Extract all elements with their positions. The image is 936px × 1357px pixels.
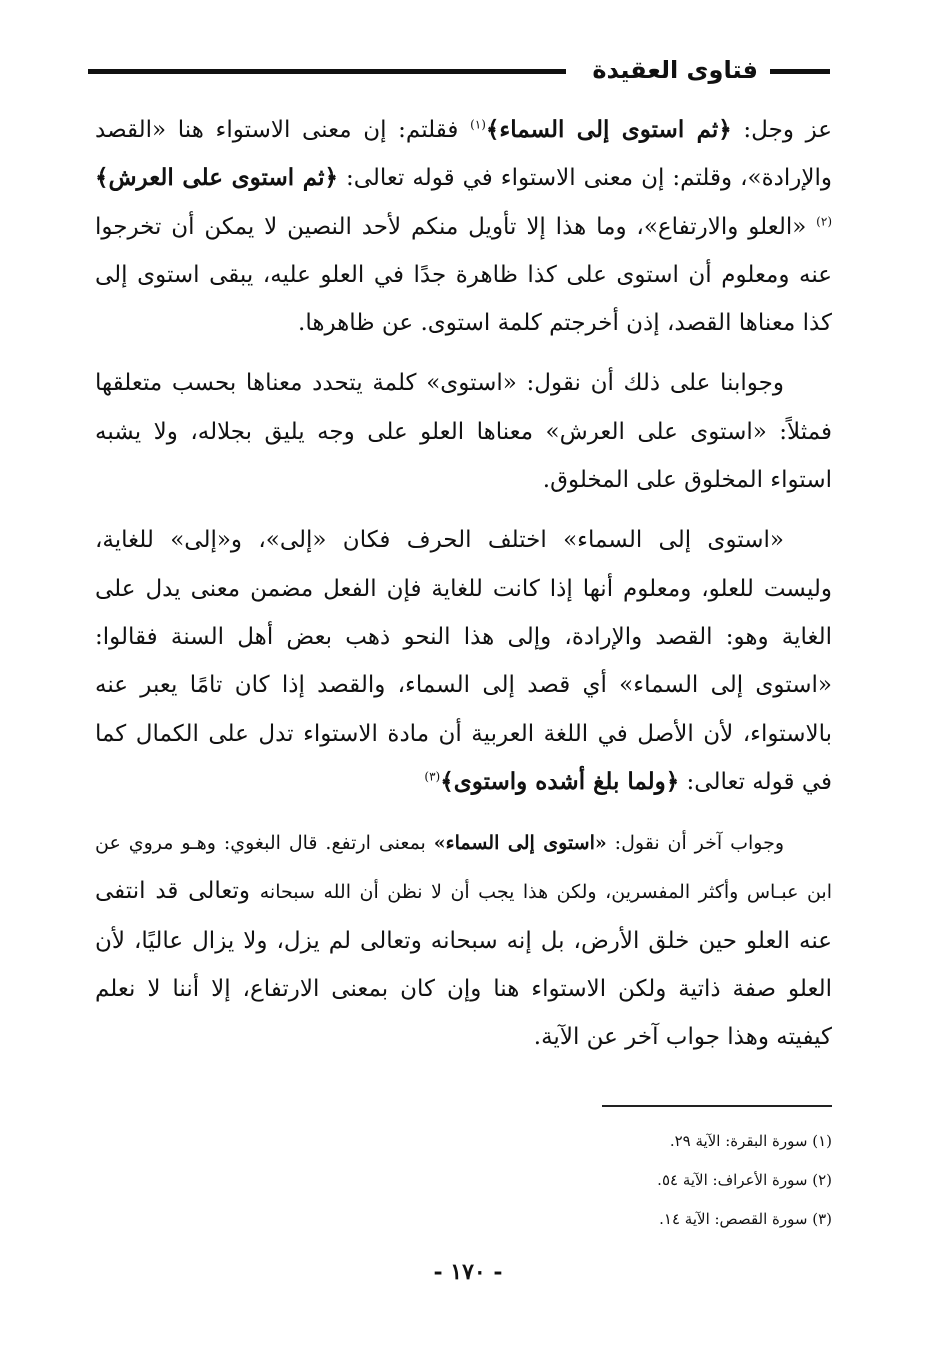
running-header bbox=[88, 52, 830, 88]
footnote-ref-3: (٣) bbox=[424, 769, 441, 784]
header-title: فتاوى العقيدة bbox=[592, 56, 758, 84]
paragraph-1 bbox=[95, 106, 832, 347]
paragraph-3 bbox=[95, 516, 832, 806]
footnote-ref-2: (٢) bbox=[816, 213, 832, 228]
quran-verse-2: ﴿ثم استوى على العرش﴾ bbox=[95, 164, 338, 192]
footnote-3: (٣) سورة القصص: الآية ١٤. bbox=[659, 1210, 832, 1228]
quoted-phrase: «استوى إلى السماء» bbox=[433, 832, 607, 855]
quran-verse-3: ﴿ولما بلغ أشده واستوى﴾ bbox=[440, 767, 680, 795]
header-rule-short bbox=[770, 69, 830, 74]
quran-verse-1: ﴿ثم استوى إلى السماء﴾ bbox=[485, 116, 732, 143]
paragraph-4-text-b: بمعنى ارتفع. قال البغوي: وهـو مروي عن ابن عبـاس وأكثر المفسرين، ولكن هذا يجب أن لا نظن أن الله سبحانه bbox=[95, 832, 832, 904]
header-rule-long bbox=[88, 69, 566, 74]
paragraph-4-text-a: وجواب آخر أن نقول: bbox=[606, 832, 784, 855]
footnote-ref-1: (١) bbox=[470, 117, 486, 132]
paragraph-4 bbox=[95, 818, 832, 1061]
paragraph-1-text-c: «العلو والارتفاع»، وما هذا إلا تأويل منكم لأحد النصين لا يمكن أن تخرجوا عنه ومعلوم أن استوى على كذا ظاهرة جدًا في العلو عليه، يبقى استوى إلى كذا معناها القصد، إذن أخرجتم كلمة استوى. عن ظاهرها. bbox=[95, 213, 832, 337]
footnote-separator bbox=[602, 1105, 832, 1107]
footnote-1: (١) سورة البقرة: الآية ٢٩. bbox=[669, 1132, 832, 1150]
paragraph-3-text: «استوى إلى السماء» اختلف الحرف فكان «إلى»، و«إلى» للغاية، وليست للعلو، ومعلوم أنها إذا كانت للغاية فإن الفعل مضمن معنى يدل على الغاية وهو: القصد والإرادة، وإلى هذا النحو ذهب بعض أهل السنة فقالوا: «استوى إلى السماء» أي قصد إلى السماء، والقصد إذا كان تامًا يعبر عنه بالاستواء، لأن الأصل في اللغة العربية أن مادة الاستواء تدل على الكمال كما في قوله تعالى: bbox=[95, 527, 832, 795]
paragraph-4-text-c: وتعالى قد انتفى عنه العلو حين خلق الأرض، بل إنه سبحانه وتعالى لم يزل، ولا يزال عاليًا، لأن العلو صفة ذاتية ولكن الاستواء هنا وإن كان بمعنى الارتفاع، إلا أننا لا نعلم كيفيته وهذا جواب آخر عن الآية. bbox=[95, 878, 832, 1051]
footnotes bbox=[432, 1122, 832, 1239]
page-number: - ١٧٠ - bbox=[433, 1259, 503, 1285]
main-text bbox=[95, 106, 832, 1074]
paragraph-1-text-b: فقلتم: إن معنى الاستواء هنا «القصد والإرادة»، وقلتم: إن معنى الاستواء في قوله تعالى: bbox=[95, 117, 832, 192]
paragraph-2: وجوابنا على ذلك أن نقول: «استوى» كلمة يتحدد معناها بحسب متعلقها فمثلاً: «استوى على العرش» معناها العلو على وجه يليق بجلاله، ولا يشبه استواء المخلوق على المخلوق. bbox=[95, 370, 832, 494]
paragraph-1-text-a: عز وجل: bbox=[731, 117, 833, 143]
footnote-2: (٢) سورة الأعراف: الآية ٥٤. bbox=[657, 1171, 832, 1189]
